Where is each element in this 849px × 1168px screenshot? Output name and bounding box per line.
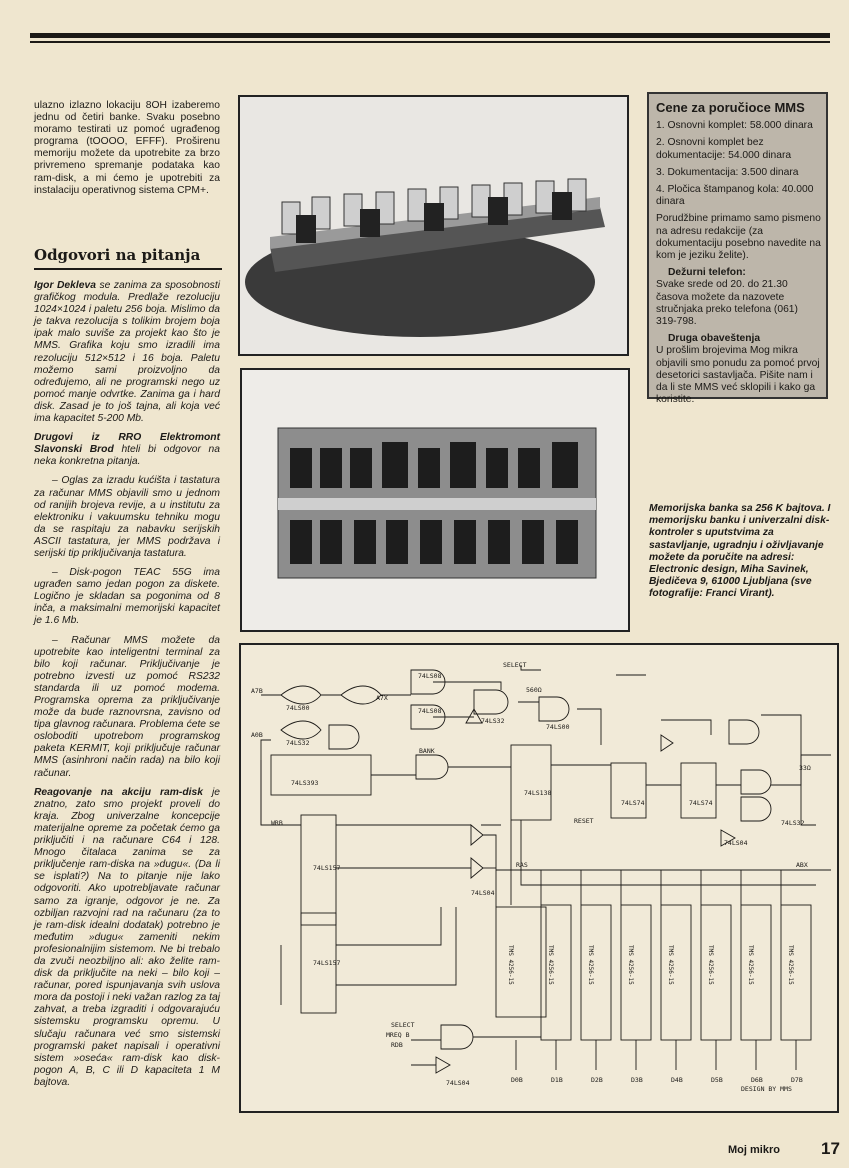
svg-text:D6B: D6B [751, 1076, 763, 1084]
magazine-name: Moj mikro [728, 1144, 780, 1156]
svg-text:TMS 4256-15: TMS 4256-15 [627, 945, 634, 985]
svg-text:A7X: A7X [376, 694, 388, 702]
svg-text:ABX: ABX [796, 861, 808, 869]
page-number: 17 [821, 1139, 840, 1158]
svg-text:D3B: D3B [631, 1076, 643, 1084]
intro-paragraph: ulazno izlazno lokaciju 8OH izaberemo jednu od četiri banke. Svaku posebno moramo testirati uz pomoć ugrađenog programa (tOOOO, EFFF). Proširenu memoriju možete da upotrebite za brzo privremeno spremanje podataka kao ram-disk, a mi ćemo je upotrebiti za instalaciju operativnog sistema CPM+. [34, 100, 220, 196]
svg-text:TMS 4256-15: TMS 4256-15 [667, 945, 674, 985]
schematic-drawing [241, 645, 837, 1111]
svg-text:D1B: D1B [551, 1076, 563, 1084]
svg-text:74LS157: 74LS157 [313, 959, 341, 967]
svg-text:RAS: RAS [516, 861, 528, 869]
svg-text:D0B: D0B [511, 1076, 523, 1084]
svg-text:74LS138: 74LS138 [524, 789, 552, 797]
answer-disk: – Disk-pogon TEAC 55G ima ugrađen samo jedan pogon za diskete. Logično je skladan sa pogonima od 8 inča, a maksimalni memorijski kapacitet je 1.6 Mb. [34, 567, 220, 627]
section-title-underline [34, 268, 222, 270]
svg-text:WRB: WRB [271, 819, 283, 827]
notice-title: Druga obaveštenja [668, 333, 761, 345]
svg-text:A0B: A0B [251, 731, 263, 739]
svg-text:SELECT: SELECT [391, 1021, 415, 1029]
svg-text:DESIGN BY MMS: DESIGN BY MMS [741, 1085, 792, 1093]
svg-text:74LS32: 74LS32 [286, 739, 310, 747]
top-rule-thick [30, 33, 830, 38]
price-item-3: 3. Dokumentacija: 3.500 dinara [656, 166, 799, 178]
svg-text:74LS04: 74LS04 [446, 1079, 470, 1087]
svg-text:74LS32: 74LS32 [781, 819, 805, 827]
svg-text:74LS74: 74LS74 [689, 799, 713, 807]
svg-text:74LS32: 74LS32 [481, 717, 505, 725]
svg-text:SELECT: SELECT [503, 661, 527, 669]
phone-text: Svake srede od 20. do 21.30 časova možete da nazovete stručnjaka preko telefona (061) 319-798. [656, 279, 798, 328]
svg-text:560Ω: 560Ω [526, 686, 542, 694]
svg-text:74LS08: 74LS08 [418, 707, 442, 715]
ramdisk-paragraph: Reagovanje na akciju ram-disk je znatno, zato smo projekt proveli do kraja. Zbog univerzalne koncepcije materijalne opreme za početak ćemo ga priključiti i na računare C64 i 128. Mnogo čitalaca zanima se za priključenje ram-diska na »dugu«. (Da li se isplati?) Na to pitanje nije lako odgovoriti. Ako upotrebljavate računar samo za igranje, odgovor je ne. Za ozbiljan razvojni rad na računaru (za to je ram-disk idealni dodatak) potrebno je međutim »dugu« zameniti nekim profesionalnijim sistemom. Ne bi trebalo da zvuči neozbiljno ali: ako želite ram-disk da priključite na neki – bilo koji – računar, pored ispunjavanja svih uslova mora da postoji i neki važan razlog za taj zahvat, a treba izgraditi i odgovarajuću sistemsku programsku opremu. U slučaju računara već smo sistemski programski paket napisali i operativni sistem »oseća« ram-disk kao disk-pogon A, B, C ili D kapaciteta 1 M bajtova. [34, 786, 221, 1088]
photo-memory-board-side [238, 95, 629, 356]
photo-memory-board-top [240, 368, 630, 632]
price-info-box [647, 92, 828, 406]
svg-text:74LS74: 74LS74 [621, 799, 645, 807]
svg-text:TMS 4256-15: TMS 4256-15 [747, 945, 754, 985]
board-side-image [240, 97, 627, 354]
circuit-schematic [239, 643, 839, 1113]
svg-text:TMS 4256-15: TMS 4256-15 [547, 945, 554, 985]
svg-text:MREQ B: MREQ B [386, 1031, 410, 1039]
svg-text:74LS393: 74LS393 [291, 779, 319, 787]
photo-caption: Memorijska banka sa 256 K bajtova. I memorijsku banku i univerzalni disk-kontroler s uputstvima za sastavljanje, ugradnju i oživljavanje možete da poručite na adresi: Electronic design, Miha Savinek, Bjedičeva 9, 61000 Ljubljana (sve fotografije: Franci Virant). [649, 503, 831, 600]
svg-text:74LS04: 74LS04 [724, 839, 748, 847]
section-title: Odgovori na pitanja [34, 246, 201, 264]
svg-text:TMS 4256-15: TMS 4256-15 [507, 945, 514, 985]
svg-text:RESET: RESET [574, 817, 594, 825]
svg-text:74LS00: 74LS00 [546, 723, 570, 731]
price-box-title: Cene za poručioce MMS [656, 100, 805, 115]
price-item-1: 1. Osnovni komplet: 58.000 dinara [656, 120, 813, 132]
price-item-2: 2. Osnovni komplet bez dokumentacije: 54.000 dinara [656, 137, 792, 161]
svg-text:74LS08: 74LS08 [418, 672, 442, 680]
svg-text:74LS157: 74LS157 [313, 864, 341, 872]
letter-rro: Drugovi iz RRO Elektromont Slavonski Brod hteli bi odgovor na neka konkretna pitanja. [34, 432, 220, 468]
answer-keyboard: – Oglas za izradu kućišta i tastatura za računar MMS objavili smo u jednom od ranijih brojeva revije, a u institutu za elektroniku i vakuumsku tehniku mogu da se raspitaju za nabavku serijskih ASCII tastatura, jer MMS podržava i serijski tip priključivanja tastatura. [34, 475, 220, 559]
svg-text:TMS 4256-15: TMS 4256-15 [707, 945, 714, 985]
svg-text:D7B: D7B [791, 1076, 803, 1084]
svg-text:74LS00: 74LS00 [286, 704, 310, 712]
svg-text:RDB: RDB [391, 1041, 403, 1049]
svg-text:33Ω: 33Ω [799, 764, 811, 772]
price-item-4: 4. Pločica štampanog kola: 40.000 dinara [656, 184, 814, 208]
svg-text:D4B: D4B [671, 1076, 683, 1084]
svg-text:BANK: BANK [419, 747, 435, 755]
svg-text:74LS04: 74LS04 [471, 889, 495, 897]
answer-terminal: – Računar MMS možete da upotrebite kao inteligentni terminal za bilo koji računar. Priključivanje je potrebno izvesti uz pomoć RS232 standarda ili uz pomoć modema. Programska oprema za priključivanje može da bude raznovrsna, zavisno od tipa glavnog računara. Problema ćete se osloboditi upotrebom programskog paketa KERMIT, koji priključuje računar MMS (asinhroni način rada) na bilo koji računar. [34, 634, 220, 779]
svg-text:D2B: D2B [591, 1076, 603, 1084]
svg-text:TMS 4256-15: TMS 4256-15 [787, 945, 794, 985]
letter-dekleva: Igor Dekleva se zanima za sposobnosti grafičkog modula. Predlaže rezoluciju 1024×1024 i paletu 256 boja. Mislimo da je takva rezolucija s tolikim brojem boja ipak malo suviše za projekt kao što je MMS. Grafika koju smo izradili ima rezoluciju 512×512 i 16 boja. Paletu možemo sami proizvoljno da određujemo, ali ne programski nego uz pomoć manje odvrtke. Zanima ga i hard disk. Zasad je to još tajna, ali koja već ima kapacitet 5-200 Mb. [34, 280, 220, 425]
order-note: Porudžbine primamo samo pismeno na adresu redakcije (za dokumentaciju posebno navedite na kom je jeziku želite). [656, 213, 821, 262]
notice-text: U prošlim brojevima Mog mikra objavili smo ponudu za pomoć prvoj desetorici sastavljača. Pišite nam i da li ste MMS već sklopili i kako ga koristite. [656, 345, 820, 406]
board-top-image [242, 370, 628, 630]
letters-column [34, 280, 220, 1096]
svg-text:A7B: A7B [251, 687, 263, 695]
phone-title: Dežurni telefon: [668, 267, 746, 279]
svg-text:TMS 4256-15: TMS 4256-15 [587, 945, 594, 985]
top-rule-thin [30, 41, 830, 43]
svg-text:D5B: D5B [711, 1076, 723, 1084]
